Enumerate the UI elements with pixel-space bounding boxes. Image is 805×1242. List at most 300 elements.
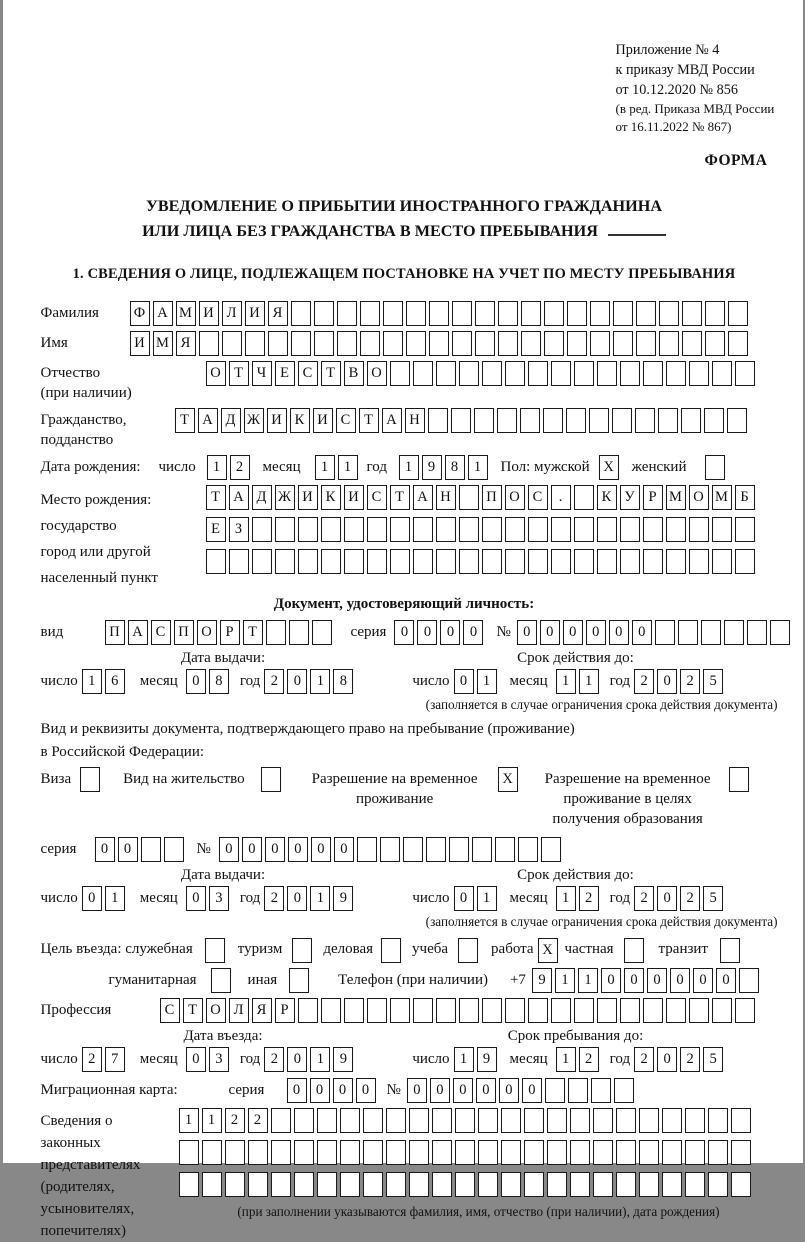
surname-cell[interactable] — [406, 301, 426, 326]
purpose-study-checkbox-cell[interactable] — [458, 938, 478, 963]
doc-type-cell[interactable]: А — [128, 620, 148, 645]
birth-place-row2-cell[interactable] — [482, 517, 502, 542]
surname-cell[interactable]: Я — [268, 301, 288, 326]
surname-cell[interactable] — [590, 301, 610, 326]
birth-month-cell[interactable]: 1 — [315, 455, 335, 480]
representatives-row1-cell[interactable] — [340, 1108, 360, 1133]
doc-number-cell[interactable]: 0 — [517, 620, 537, 645]
permit-number-cell[interactable] — [380, 837, 400, 862]
phone-cell[interactable]: 1 — [555, 968, 575, 993]
profession-cell[interactable] — [597, 998, 617, 1023]
representatives-row2-cell[interactable] — [179, 1140, 199, 1165]
representatives-row3-cell[interactable] — [639, 1172, 659, 1197]
visa-checkbox-cell[interactable] — [80, 767, 100, 792]
patronymic-cell[interactable] — [735, 361, 755, 386]
doc-number-cell[interactable] — [701, 620, 721, 645]
permit-series-cell[interactable]: 0 — [118, 837, 138, 862]
given-name-cell[interactable] — [705, 331, 725, 356]
patronymic-cell[interactable] — [597, 361, 617, 386]
profession-cell[interactable]: С — [160, 998, 180, 1023]
doc-number-cell[interactable]: 0 — [632, 620, 652, 645]
permit-number-cell[interactable]: 0 — [265, 837, 285, 862]
representatives-row1-cell[interactable]: 1 — [202, 1108, 222, 1133]
birth-place-row3-cell[interactable] — [505, 549, 525, 574]
given-name-cell[interactable] — [452, 331, 472, 356]
representatives-row3-cell[interactable] — [294, 1172, 314, 1197]
birth-place-row2-cell[interactable] — [436, 517, 456, 542]
phone-cell[interactable]: 0 — [716, 968, 736, 993]
birth-day-cell[interactable]: 2 — [230, 455, 250, 480]
representatives-row2-cell[interactable] — [524, 1140, 544, 1165]
doc-series-cell[interactable]: 0 — [463, 620, 483, 645]
representatives-row3-cell[interactable] — [455, 1172, 475, 1197]
patronymic-cell[interactable] — [482, 361, 502, 386]
purpose-private-checkbox-cell[interactable] — [624, 938, 644, 963]
citizenship-cell[interactable]: А — [198, 408, 218, 433]
birth-place-row2-cell[interactable] — [344, 517, 364, 542]
given-name-cell[interactable] — [544, 331, 564, 356]
birth-place-row1-cell[interactable]: Н — [436, 485, 456, 510]
patronymic-cell[interactable] — [528, 361, 548, 386]
representatives-row1-cell[interactable] — [570, 1108, 590, 1133]
given-name-cell[interactable] — [590, 331, 610, 356]
doc-expiry-month-cell[interactable]: 1 — [579, 669, 599, 694]
migration-number-cell[interactable]: 0 — [499, 1078, 519, 1103]
profession-cell[interactable] — [436, 998, 456, 1023]
profession-cell[interactable] — [528, 998, 548, 1023]
birth-place-row2-cell[interactable] — [666, 517, 686, 542]
doc-expiry-year-cell[interactable]: 2 — [634, 669, 654, 694]
surname-cell[interactable] — [567, 301, 587, 326]
representatives-row2-cell[interactable] — [593, 1140, 613, 1165]
representatives-row2-cell[interactable] — [455, 1140, 475, 1165]
birth-place-row1-cell[interactable]: К — [321, 485, 341, 510]
surname-cell[interactable] — [429, 301, 449, 326]
profession-cell[interactable] — [459, 998, 479, 1023]
birth-place-row3-cell[interactable] — [735, 549, 755, 574]
representatives-row3-cell[interactable] — [708, 1172, 728, 1197]
doc-expiry-year-cell[interactable]: 2 — [680, 669, 700, 694]
birth-place-row2-cell[interactable] — [712, 517, 732, 542]
patronymic-cell[interactable] — [574, 361, 594, 386]
entry-day-cell[interactable]: 7 — [105, 1047, 125, 1072]
patronymic-cell[interactable] — [689, 361, 709, 386]
birth-place-row3-cell[interactable] — [390, 549, 410, 574]
representatives-row1-cell[interactable] — [593, 1108, 613, 1133]
birth-place-row2-cell[interactable] — [574, 517, 594, 542]
entry-year-cell[interactable]: 0 — [287, 1047, 307, 1072]
birth-place-row3-cell[interactable] — [597, 549, 617, 574]
birth-place-row2-cell[interactable] — [321, 517, 341, 542]
surname-cell[interactable]: И — [245, 301, 265, 326]
entry-year-cell[interactable]: 1 — [310, 1047, 330, 1072]
profession-cell[interactable]: Я — [252, 998, 272, 1023]
permit-expiry-year-cell[interactable]: 0 — [657, 886, 677, 911]
birth-place-row1-cell[interactable]: . — [551, 485, 571, 510]
doc-issue-year-cell[interactable]: 8 — [333, 669, 353, 694]
citizenship-cell[interactable]: С — [336, 408, 356, 433]
birth-year-cell[interactable]: 1 — [399, 455, 419, 480]
citizenship-cell[interactable] — [543, 408, 563, 433]
given-name-cell[interactable] — [475, 331, 495, 356]
birth-place-row3-cell[interactable] — [367, 549, 387, 574]
birth-place-row1-cell[interactable]: И — [298, 485, 318, 510]
representatives-row1-cell[interactable]: 2 — [225, 1108, 245, 1133]
doc-type-cell[interactable]: Т — [243, 620, 263, 645]
representatives-row1-cell[interactable] — [501, 1108, 521, 1133]
permit-issue-day-cell[interactable]: 0 — [82, 886, 102, 911]
surname-cell[interactable] — [636, 301, 656, 326]
permit-number-cell[interactable] — [403, 837, 423, 862]
representatives-row3-cell[interactable] — [271, 1172, 291, 1197]
stay-day-cell[interactable]: 9 — [477, 1047, 497, 1072]
patronymic-cell[interactable] — [666, 361, 686, 386]
surname-cell[interactable] — [705, 301, 725, 326]
doc-number-cell[interactable]: 0 — [609, 620, 629, 645]
representatives-row2-cell[interactable] — [409, 1140, 429, 1165]
representatives-row2-cell[interactable] — [386, 1140, 406, 1165]
birth-place-row2-cell[interactable] — [597, 517, 617, 542]
representatives-row2-cell[interactable] — [294, 1140, 314, 1165]
patronymic-cell[interactable]: С — [298, 361, 318, 386]
stay-year-cell[interactable]: 0 — [657, 1047, 677, 1072]
birth-place-row1-cell[interactable]: И — [344, 485, 364, 510]
birth-place-row1-cell[interactable]: О — [505, 485, 525, 510]
representatives-row3-cell[interactable] — [501, 1172, 521, 1197]
doc-number-cell[interactable] — [678, 620, 698, 645]
permit-series-cell[interactable]: 0 — [95, 837, 115, 862]
patronymic-cell[interactable]: Т — [229, 361, 249, 386]
citizenship-cell[interactable]: И — [313, 408, 333, 433]
doc-number-cell[interactable] — [724, 620, 744, 645]
doc-expiry-month-cell[interactable]: 1 — [556, 669, 576, 694]
migration-number-cell[interactable] — [568, 1078, 588, 1103]
citizenship-cell[interactable] — [635, 408, 655, 433]
birth-place-row3-cell[interactable] — [643, 549, 663, 574]
birth-place-row3-cell[interactable] — [459, 549, 479, 574]
doc-number-cell[interactable]: 0 — [586, 620, 606, 645]
representatives-row2-cell[interactable] — [363, 1140, 383, 1165]
phone-cell[interactable] — [739, 968, 759, 993]
birth-year-cell[interactable]: 8 — [445, 455, 465, 480]
birth-place-row2-cell[interactable]: Е — [206, 517, 226, 542]
entry-month-cell[interactable]: 3 — [209, 1047, 229, 1072]
permit-number-cell[interactable] — [518, 837, 538, 862]
surname-cell[interactable] — [544, 301, 564, 326]
representatives-row1-cell[interactable] — [616, 1108, 636, 1133]
migration-number-cell[interactable]: 0 — [476, 1078, 496, 1103]
representatives-row3-cell[interactable] — [202, 1172, 222, 1197]
birth-place-row2-cell[interactable] — [413, 517, 433, 542]
profession-cell[interactable] — [666, 998, 686, 1023]
birth-place-row3-cell[interactable] — [275, 549, 295, 574]
citizenship-cell[interactable] — [451, 408, 471, 433]
permit-issue-year-cell[interactable]: 9 — [333, 886, 353, 911]
entry-year-cell[interactable]: 9 — [333, 1047, 353, 1072]
birth-place-row3-cell[interactable] — [574, 549, 594, 574]
profession-cell[interactable] — [367, 998, 387, 1023]
doc-type-cell[interactable]: О — [197, 620, 217, 645]
birth-place-row3-cell[interactable] — [252, 549, 272, 574]
surname-cell[interactable] — [498, 301, 518, 326]
given-name-cell[interactable] — [728, 331, 748, 356]
birth-place-row1-cell[interactable]: Д — [252, 485, 272, 510]
surname-cell[interactable] — [613, 301, 633, 326]
representatives-row3-cell[interactable] — [731, 1172, 751, 1197]
purpose-work-checkbox-cell[interactable]: X — [538, 938, 558, 963]
birth-place-row1-cell[interactable]: А — [413, 485, 433, 510]
doc-issue-year-cell[interactable]: 0 — [287, 669, 307, 694]
surname-cell[interactable] — [521, 301, 541, 326]
citizenship-cell[interactable]: А — [382, 408, 402, 433]
representatives-row1-cell[interactable] — [708, 1108, 728, 1133]
given-name-cell[interactable] — [567, 331, 587, 356]
permit-expiry-day-cell[interactable]: 0 — [454, 886, 474, 911]
doc-type-cell[interactable]: П — [105, 620, 125, 645]
purpose-tourism-checkbox-cell[interactable] — [292, 938, 312, 963]
birth-month-cell[interactable]: 1 — [338, 455, 358, 480]
given-name-cell[interactable] — [291, 331, 311, 356]
patronymic-cell[interactable] — [551, 361, 571, 386]
sex-male-checkbox-cell[interactable]: X — [599, 455, 619, 480]
birth-place-row3-cell[interactable] — [666, 549, 686, 574]
birth-place-row1-cell[interactable] — [459, 485, 479, 510]
given-name-cell[interactable] — [245, 331, 265, 356]
citizenship-cell[interactable]: Т — [175, 408, 195, 433]
birth-place-row3-cell[interactable] — [206, 549, 226, 574]
representatives-row3-cell[interactable] — [616, 1172, 636, 1197]
representatives-row3-cell[interactable] — [685, 1172, 705, 1197]
birth-place-row1-cell[interactable] — [574, 485, 594, 510]
permit-number-cell[interactable]: 0 — [288, 837, 308, 862]
profession-cell[interactable]: Т — [183, 998, 203, 1023]
doc-issue-year-cell[interactable]: 1 — [310, 669, 330, 694]
residence-permit-checkbox-cell[interactable] — [261, 767, 281, 792]
profession-cell[interactable]: Л — [229, 998, 249, 1023]
patronymic-cell[interactable]: Е — [275, 361, 295, 386]
birth-place-row1-cell[interactable]: М — [712, 485, 732, 510]
patronymic-cell[interactable] — [505, 361, 525, 386]
profession-cell[interactable] — [482, 998, 502, 1023]
patronymic-cell[interactable] — [390, 361, 410, 386]
phone-cell[interactable]: 1 — [578, 968, 598, 993]
doc-series-cell[interactable]: 0 — [394, 620, 414, 645]
profession-cell[interactable] — [390, 998, 410, 1023]
patronymic-cell[interactable]: О — [367, 361, 387, 386]
permit-issue-year-cell[interactable]: 2 — [264, 886, 284, 911]
surname-cell[interactable] — [314, 301, 334, 326]
patronymic-cell[interactable]: Т — [321, 361, 341, 386]
representatives-row3-cell[interactable] — [570, 1172, 590, 1197]
permit-number-cell[interactable]: 0 — [334, 837, 354, 862]
surname-cell[interactable] — [291, 301, 311, 326]
doc-issue-day-cell[interactable]: 6 — [105, 669, 125, 694]
migration-series-cell[interactable]: 0 — [287, 1078, 307, 1103]
representatives-row1-cell[interactable] — [662, 1108, 682, 1133]
representatives-row2-cell[interactable] — [639, 1140, 659, 1165]
birth-place-row1-cell[interactable]: Т — [390, 485, 410, 510]
representatives-row1-cell[interactable] — [317, 1108, 337, 1133]
given-name-cell[interactable] — [314, 331, 334, 356]
doc-type-cell[interactable]: Р — [220, 620, 240, 645]
birth-place-row1-cell[interactable]: О — [689, 485, 709, 510]
temp-residence-checkbox-cell[interactable]: X — [498, 767, 518, 792]
doc-series-cell[interactable]: 0 — [440, 620, 460, 645]
patronymic-cell[interactable] — [436, 361, 456, 386]
surname-cell[interactable] — [682, 301, 702, 326]
representatives-row3-cell[interactable] — [179, 1172, 199, 1197]
representatives-row2-cell[interactable] — [547, 1140, 567, 1165]
birth-place-row2-cell[interactable] — [528, 517, 548, 542]
birth-place-row2-cell[interactable] — [298, 517, 318, 542]
profession-cell[interactable] — [712, 998, 732, 1023]
representatives-row2-cell[interactable] — [662, 1140, 682, 1165]
permit-expiry-month-cell[interactable]: 1 — [556, 886, 576, 911]
representatives-row2-cell[interactable] — [202, 1140, 222, 1165]
representatives-row1-cell[interactable] — [363, 1108, 383, 1133]
citizenship-cell[interactable] — [658, 408, 678, 433]
representatives-row3-cell[interactable] — [225, 1172, 245, 1197]
citizenship-cell[interactable]: Н — [405, 408, 425, 433]
representatives-row1-cell[interactable] — [685, 1108, 705, 1133]
surname-cell[interactable]: И — [199, 301, 219, 326]
phone-cell[interactable]: 9 — [532, 968, 552, 993]
permit-expiry-year-cell[interactable]: 5 — [703, 886, 723, 911]
given-name-cell[interactable] — [636, 331, 656, 356]
patronymic-cell[interactable] — [620, 361, 640, 386]
birth-place-row1-cell[interactable]: К — [597, 485, 617, 510]
citizenship-cell[interactable] — [474, 408, 494, 433]
phone-cell[interactable]: 0 — [693, 968, 713, 993]
representatives-row3-cell[interactable] — [593, 1172, 613, 1197]
birth-place-row3-cell[interactable] — [620, 549, 640, 574]
profession-cell[interactable] — [551, 998, 571, 1023]
given-name-cell[interactable] — [521, 331, 541, 356]
migration-series-cell[interactable]: 0 — [310, 1078, 330, 1103]
birth-place-row1-cell[interactable]: П — [482, 485, 502, 510]
permit-number-cell[interactable] — [449, 837, 469, 862]
representatives-row2-cell[interactable] — [616, 1140, 636, 1165]
stay-month-cell[interactable]: 1 — [556, 1047, 576, 1072]
citizenship-cell[interactable] — [589, 408, 609, 433]
given-name-cell[interactable] — [360, 331, 380, 356]
profession-cell[interactable] — [344, 998, 364, 1023]
permit-expiry-month-cell[interactable]: 2 — [579, 886, 599, 911]
doc-number-cell[interactable] — [747, 620, 767, 645]
phone-cell[interactable]: 0 — [601, 968, 621, 993]
doc-number-cell[interactable]: 0 — [540, 620, 560, 645]
purpose-business-checkbox-cell[interactable] — [381, 938, 401, 963]
birth-place-row1-cell[interactable]: М — [666, 485, 686, 510]
representatives-row2-cell[interactable] — [478, 1140, 498, 1165]
citizenship-cell[interactable] — [497, 408, 517, 433]
phone-cell[interactable]: 0 — [624, 968, 644, 993]
doc-expiry-day-cell[interactable]: 0 — [454, 669, 474, 694]
representatives-row1-cell[interactable] — [271, 1108, 291, 1133]
citizenship-cell[interactable]: И — [267, 408, 287, 433]
representatives-row1-cell[interactable] — [409, 1108, 429, 1133]
phone-cell[interactable]: 0 — [647, 968, 667, 993]
representatives-row3-cell[interactable] — [386, 1172, 406, 1197]
birth-place-row2-cell[interactable] — [643, 517, 663, 542]
migration-number-cell[interactable] — [591, 1078, 611, 1103]
representatives-row3-cell[interactable] — [363, 1172, 383, 1197]
representatives-row3-cell[interactable] — [478, 1172, 498, 1197]
birth-place-row1-cell[interactable]: Ж — [275, 485, 295, 510]
migration-number-cell[interactable]: 0 — [407, 1078, 427, 1103]
representatives-row2-cell[interactable] — [248, 1140, 268, 1165]
purpose-official-checkbox-cell[interactable] — [205, 938, 225, 963]
doc-issue-year-cell[interactable]: 2 — [264, 669, 284, 694]
permit-number-cell[interactable] — [357, 837, 377, 862]
citizenship-cell[interactable]: Ж — [244, 408, 264, 433]
citizenship-cell[interactable] — [612, 408, 632, 433]
given-name-cell[interactable] — [222, 331, 242, 356]
given-name-cell[interactable] — [613, 331, 633, 356]
surname-cell[interactable]: М — [176, 301, 196, 326]
migration-number-cell[interactable]: 0 — [430, 1078, 450, 1103]
birth-place-row3-cell[interactable] — [482, 549, 502, 574]
representatives-row3-cell[interactable] — [409, 1172, 429, 1197]
doc-issue-month-cell[interactable]: 8 — [209, 669, 229, 694]
doc-expiry-year-cell[interactable]: 5 — [703, 669, 723, 694]
permit-issue-day-cell[interactable]: 1 — [105, 886, 125, 911]
representatives-row2-cell[interactable] — [731, 1140, 751, 1165]
birth-day-cell[interactable]: 1 — [207, 455, 227, 480]
birth-place-row3-cell[interactable] — [413, 549, 433, 574]
birth-place-row3-cell[interactable] — [712, 549, 732, 574]
citizenship-cell[interactable]: Т — [359, 408, 379, 433]
patronymic-cell[interactable] — [459, 361, 479, 386]
citizenship-cell[interactable] — [681, 408, 701, 433]
profession-cell[interactable] — [321, 998, 341, 1023]
permit-number-cell[interactable]: 0 — [219, 837, 239, 862]
profession-cell[interactable] — [298, 998, 318, 1023]
birth-place-row3-cell[interactable] — [229, 549, 249, 574]
purpose-other-checkbox-cell[interactable] — [289, 968, 309, 993]
surname-cell[interactable]: Ф — [130, 301, 150, 326]
permit-number-cell[interactable] — [541, 837, 561, 862]
permit-expiry-day-cell[interactable]: 1 — [477, 886, 497, 911]
representatives-row1-cell[interactable] — [386, 1108, 406, 1133]
permit-number-cell[interactable] — [472, 837, 492, 862]
surname-cell[interactable] — [659, 301, 679, 326]
representatives-row3-cell[interactable] — [248, 1172, 268, 1197]
citizenship-cell[interactable] — [520, 408, 540, 433]
sex-female-checkbox-cell[interactable] — [705, 455, 725, 480]
profession-cell[interactable] — [413, 998, 433, 1023]
representatives-row1-cell[interactable]: 2 — [248, 1108, 268, 1133]
migration-number-cell[interactable] — [614, 1078, 634, 1103]
given-name-cell[interactable] — [659, 331, 679, 356]
representatives-row3-cell[interactable] — [662, 1172, 682, 1197]
representatives-row2-cell[interactable] — [708, 1140, 728, 1165]
representatives-row3-cell[interactable] — [432, 1172, 452, 1197]
surname-cell[interactable]: А — [153, 301, 173, 326]
representatives-row1-cell[interactable] — [478, 1108, 498, 1133]
birth-place-row2-cell[interactable] — [551, 517, 571, 542]
representatives-row2-cell[interactable] — [225, 1140, 245, 1165]
profession-cell[interactable]: О — [206, 998, 226, 1023]
doc-type-cell[interactable]: С — [151, 620, 171, 645]
doc-expiry-year-cell[interactable]: 0 — [657, 669, 677, 694]
given-name-cell[interactable] — [429, 331, 449, 356]
migration-number-cell[interactable] — [545, 1078, 565, 1103]
representatives-row1-cell[interactable] — [455, 1108, 475, 1133]
purpose-transit-checkbox-cell[interactable] — [720, 938, 740, 963]
surname-cell[interactable]: Л — [222, 301, 242, 326]
representatives-row1-cell[interactable] — [731, 1108, 751, 1133]
